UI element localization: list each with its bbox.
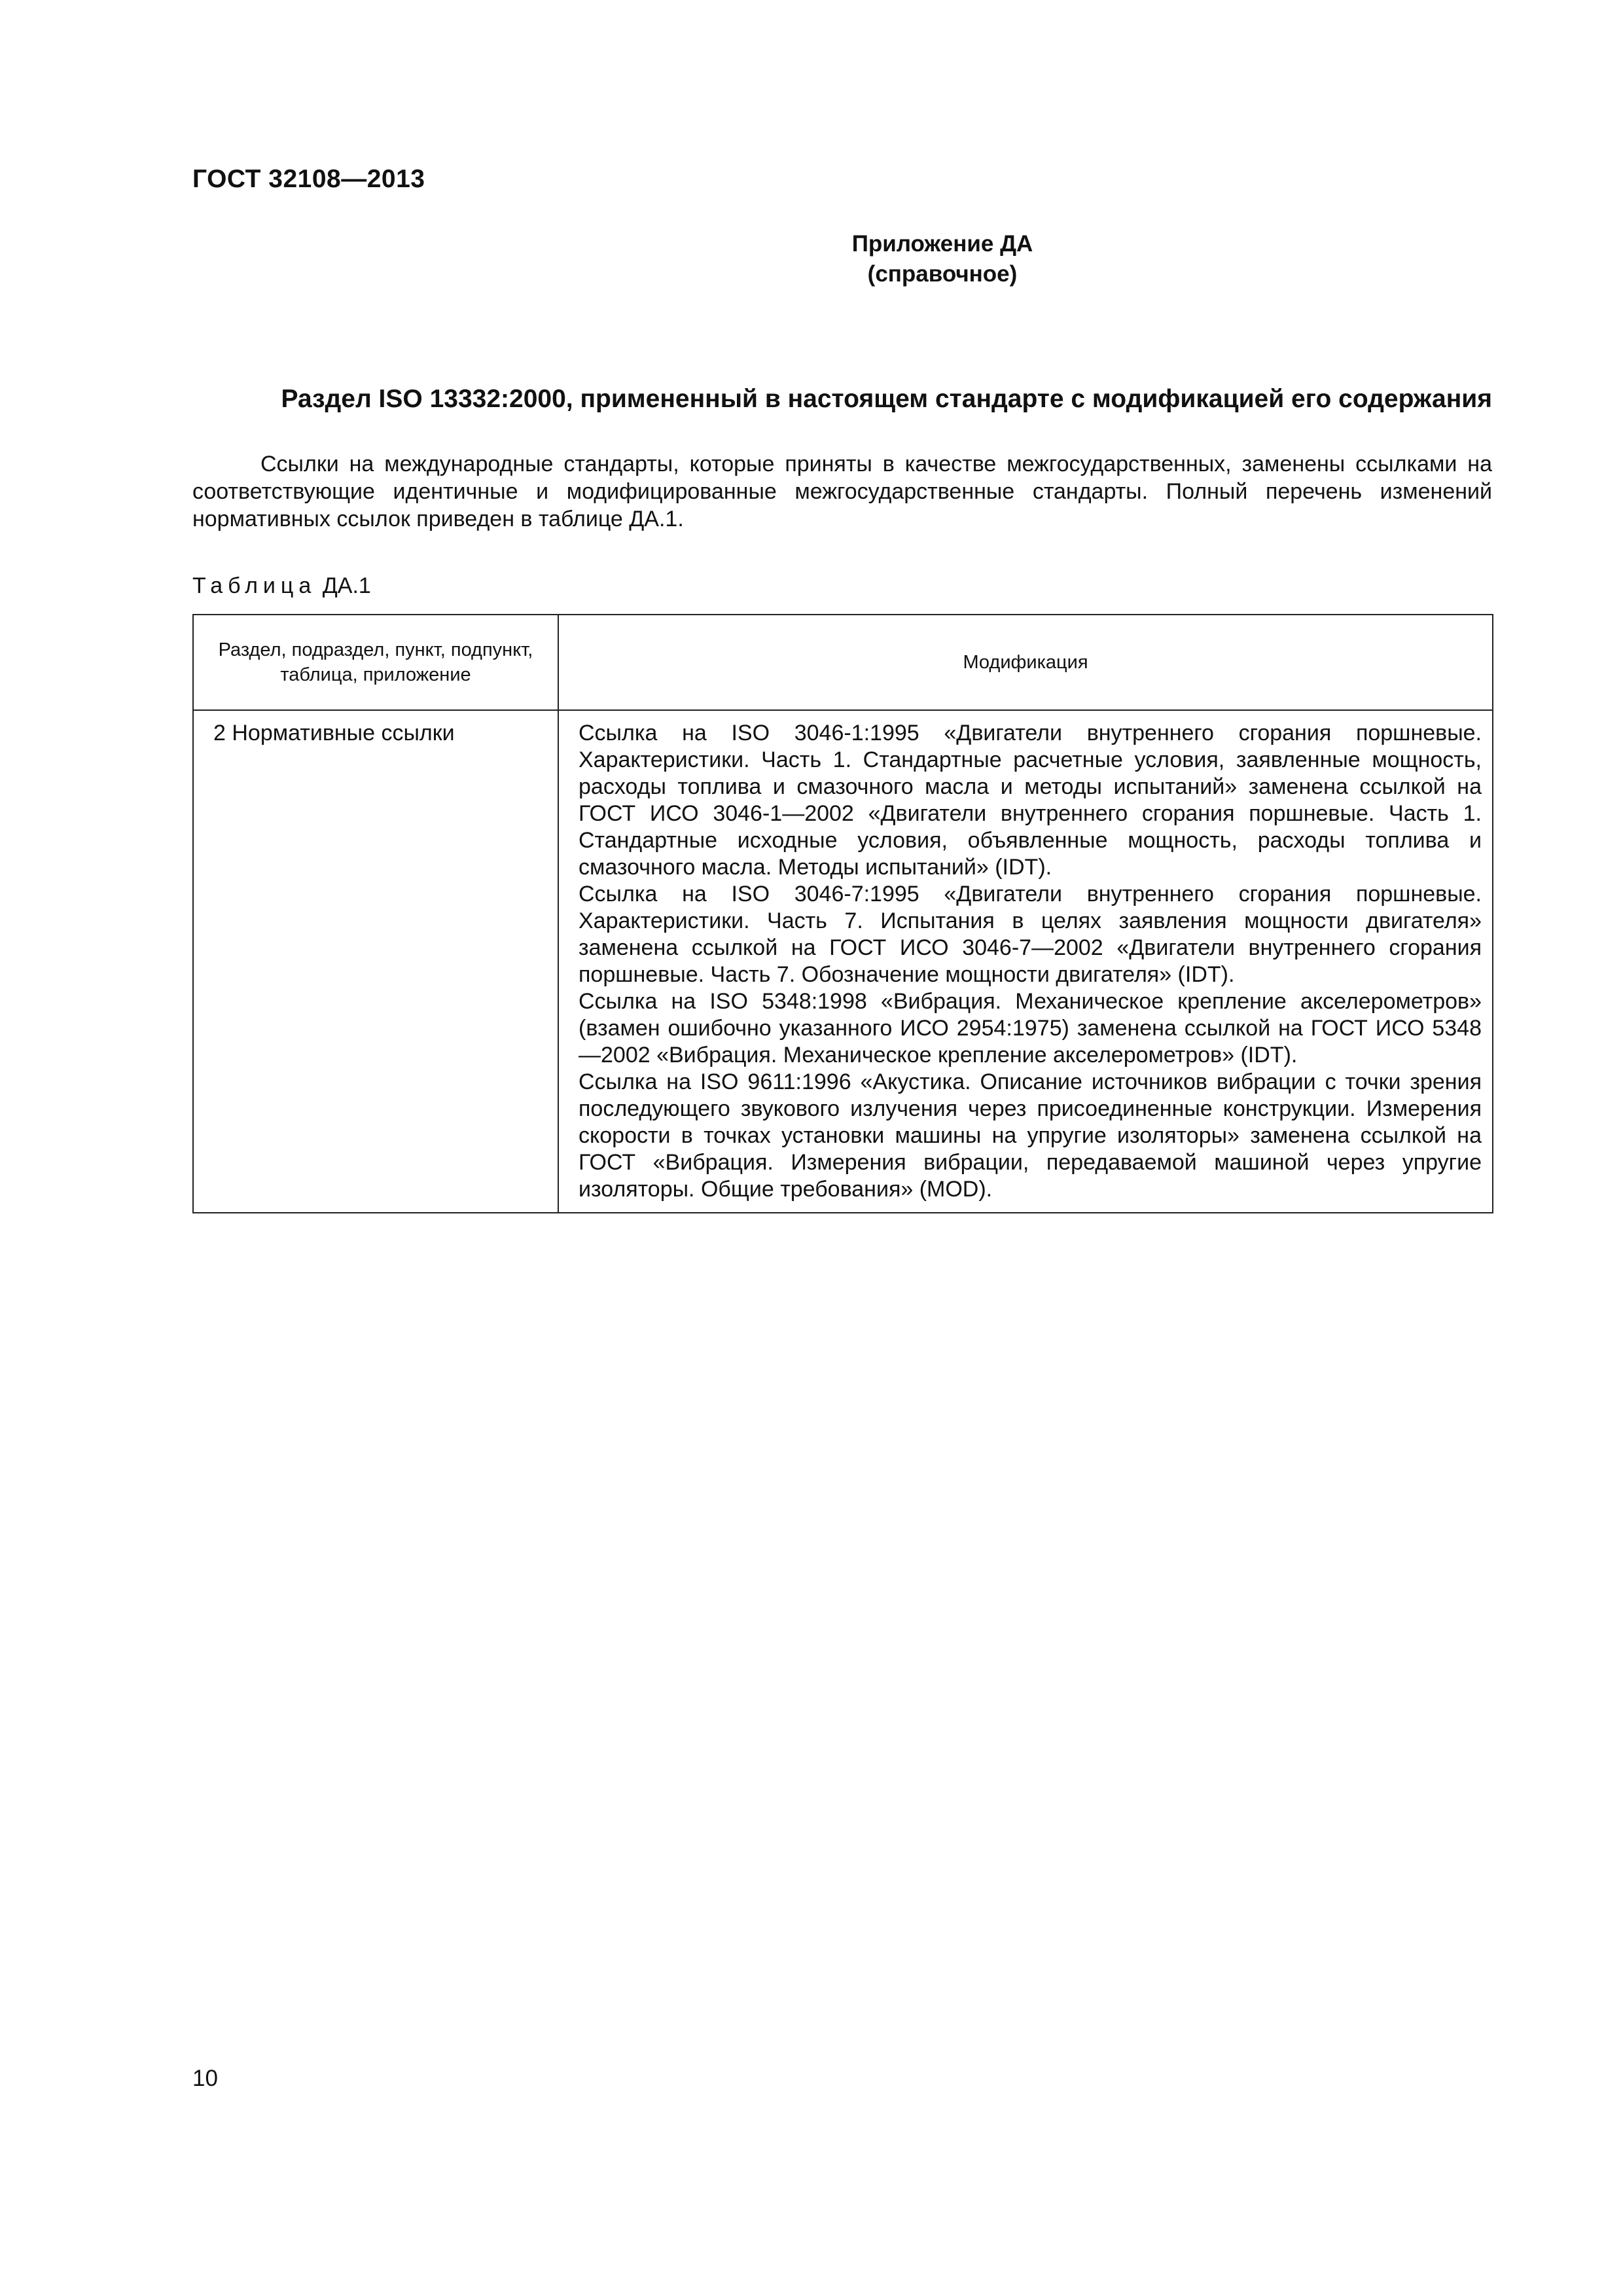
table-caption-word: Таблица bbox=[192, 573, 317, 598]
table-header-row bbox=[193, 615, 1493, 710]
annex-heading bbox=[772, 229, 1113, 289]
section-cell: 2 Нормативные ссылки bbox=[193, 710, 558, 1213]
table-row bbox=[193, 710, 1493, 1213]
table-caption-number: ДА.1 bbox=[322, 573, 371, 598]
modification-entry: Ссылка на ISO 9611:1996 «Акустика. Описание источников вибрации с точки зрения последующего звукового излучения через присоединенные конструкции. Измерения скорости в точках установки машины на упругие изоляторы» заменена ссылкой на ГОСТ «Вибрация. Измерения вибрации, передаваемой машиной через упругие изоляторы. Общие требования» (MOD). bbox=[579, 1069, 1482, 1202]
header-modification: Модификация bbox=[558, 615, 1493, 710]
standard-code: ГОСТ 32108—2013 bbox=[192, 165, 425, 193]
modification-entry: Ссылка на ISO 3046-1:1995 «Двигатели внутреннего сгорания поршневые. Характеристики. Часть 1. Стандартные расчетные условия, заявленные мощность, расходы топлива и смазочного масла и методы испытаний» заменена ссылкой на ГОСТ ИСО 3046-1—2002 «Двигатели внутреннего сгорания поршневые. Часть 1. Стандартные исходные условия, объявленные мощность, расходы топлива и смазочного масла. Методы испытаний» (IDT). bbox=[579, 721, 1482, 880]
modification-entry: Ссылка на ISO 5348:1998 «Вибрация. Механическое крепление акселерометров» (взамен ошибочно указанного ИСО 2954:1975) заменена ссылкой на ГОСТ ИСО 5348—2002 «Вибрация. Механическое крепление акселерометров» (IDT). bbox=[579, 989, 1482, 1067]
table-caption bbox=[192, 573, 371, 599]
annex-title: Приложение ДА bbox=[851, 231, 1033, 257]
modification-cell bbox=[558, 710, 1493, 1213]
intro-paragraph: Ссылки на международные стандарты, которые приняты в качестве межгосударственных, заменены ссылками на соответствующие идентичные и модифицированные межгосударственные стандарты. Полный перечень изменений нормативных ссылок приведен в таблице ДА.1. bbox=[192, 452, 1492, 531]
page-number: 10 bbox=[192, 2066, 218, 2091]
modification-entry: Ссылка на ISO 3046-7:1995 «Двигатели внутреннего сгорания поршневые. Характеристики. Часть 7. Испытания в целях заявления мощности двигателя» заменена ссылкой на ГОСТ ИСО 3046-7—2002 «Двигатели внутреннего сгорания поршневые. Часть 7. Обозначение мощности двигателя» (IDT). bbox=[579, 882, 1482, 987]
annex-subtitle: (справочное) bbox=[867, 261, 1018, 287]
modifications-table bbox=[192, 614, 1493, 1213]
header-section: Раздел, подраздел, пункт, подпункт, таблица, приложение bbox=[193, 615, 558, 710]
section-title: Раздел ISO 13332:2000, примененный в настоящем стандарте с модификацией его содержания bbox=[281, 385, 1492, 413]
